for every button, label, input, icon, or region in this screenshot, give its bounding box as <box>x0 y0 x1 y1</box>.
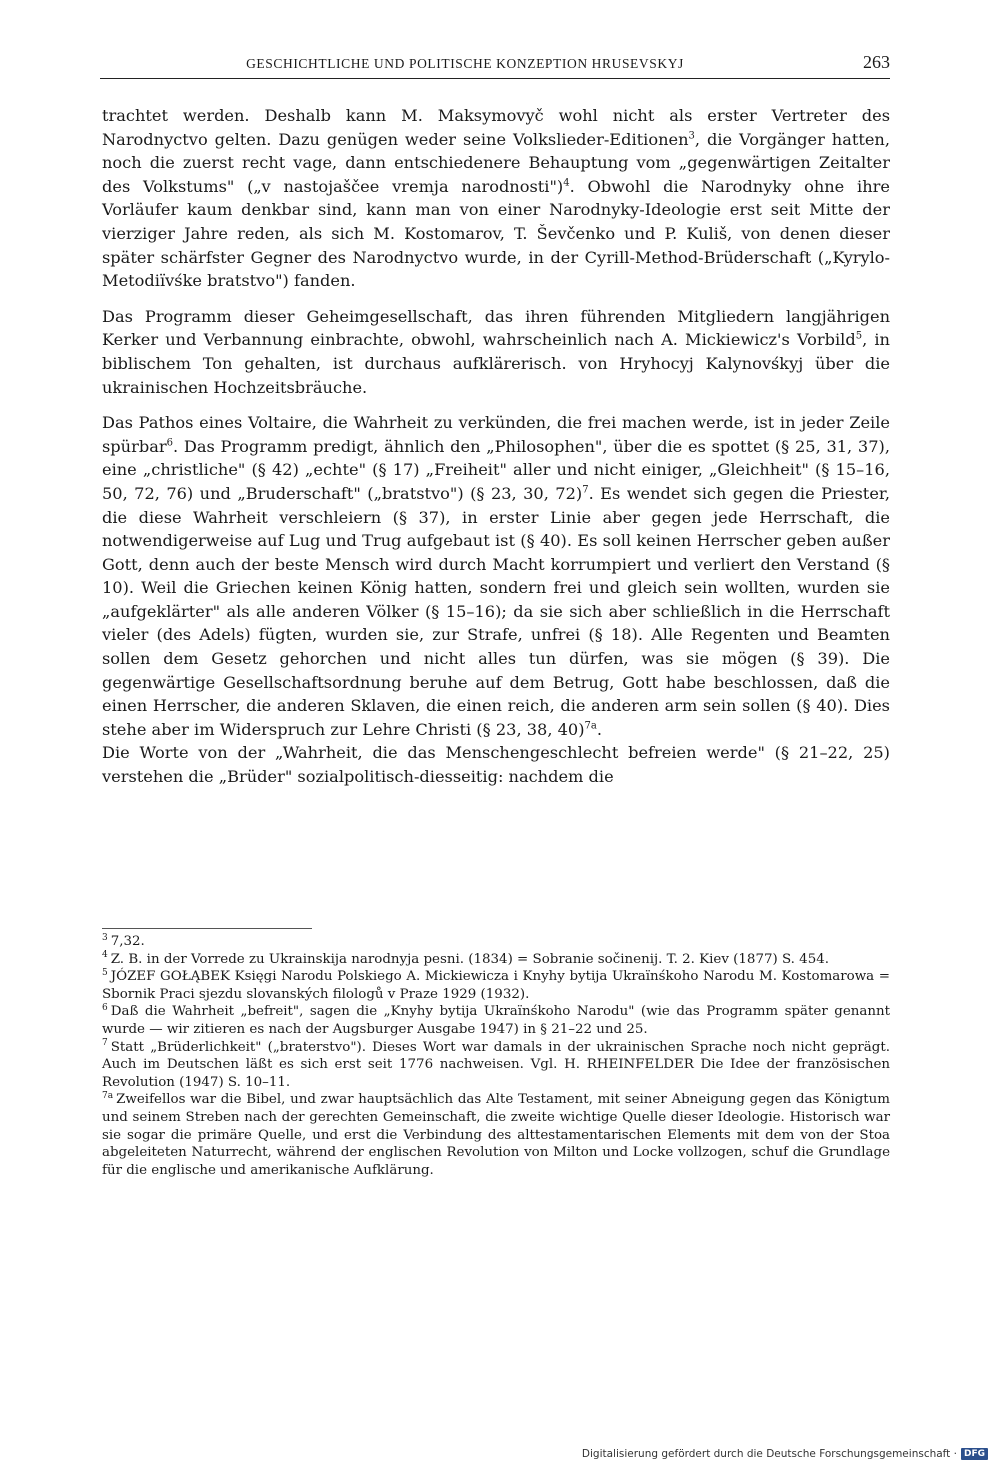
digitization-credit <box>582 1448 988 1460</box>
text-run: Das Programm dieser Geheimgesellschaft, das ihren führenden Mitgliedern langjährigen Kerker und Verbannung einbrachte, obwohl, wahrscheinlich nach A. Mickiewicz's Vorbild <box>102 306 890 350</box>
footnote-reference: 5 <box>855 330 863 342</box>
footnote <box>102 968 890 1003</box>
credit-text: Digitalisierung gefördert durch die Deutsche Forschungsgemeinschaft · <box>581 1448 957 1460</box>
footnote-mark: 3 <box>102 932 108 943</box>
footnote-text: 7,32. <box>110 934 145 949</box>
footnote-text: Daß die Wahrheit „befreit", sagen die „Knyhy bytija Ukraïnśkoho Narodu" (wie das Programm später genannt wurde — wir zitieren es nach der Augsburger Ausgabe 1947) in § 21–22 und 25. <box>102 1004 890 1037</box>
body-paragraph <box>102 104 890 293</box>
footnote <box>102 933 890 951</box>
footnote-reference: 6 <box>166 437 173 449</box>
footnote-mark: 4 <box>102 950 108 961</box>
page-number: 263 <box>863 52 890 72</box>
footnote <box>102 1091 890 1179</box>
footnote-reference: 3 <box>688 130 695 142</box>
footnote-mark: 7a <box>102 1090 114 1101</box>
footnote-text: JÓZEF GOŁĄBEK Księgi Narodu Polskiego A. Mickiewicza i Knyhy bytija Ukraïnśkoho Narodu M. Kostomarowa = Sbornik Praci sjezdu slovanských filologů v Praze 1929 (1932). <box>102 969 890 1002</box>
footnote <box>102 1003 890 1038</box>
body-paragraph <box>102 411 890 741</box>
footnote <box>102 951 890 969</box>
footnote-reference: 4 <box>563 177 570 189</box>
text-run: trachtet werden. Deshalb kann M. Maksymovyč wohl nicht als erster Vertreter des Narodnyctvo gelten. Dazu genügen weder seine Volkslieder-Editionen <box>102 106 890 149</box>
footnote-rule <box>102 928 312 929</box>
text-run: Das Pathos eines Voltaire, die Wahrheit zu verkünden, die frei machen werde, ist in jeder Zeile spürbar <box>102 413 890 456</box>
footnote-text: Z. B. in der Vorrede zu Ukrainskija narodnyja pesni. (1834) = Sobranie sočinenij. T. 2. Kiev (1877) S. 454. <box>110 951 829 967</box>
dfg-logo: DFG <box>961 1448 988 1460</box>
text-run: . Es wendet sich gegen die Priester, die diese Wahrheit verschleiern (§ 37), in erster Linie aber gegen jede Herrschaft, die notwendigerweise auf Lug und Trug aufgebaut ist (§ 40). Es soll keinen Herrscher geben außer Gott, denn auch der beste Mensch wird durch Macht korrumpiert und verliert den Verstand (§ 10). Weil die Griechen keinen König hatten, sondern frei und gleich sein wollten, wurden sie „aufgeklärter" als alle anderen Völker (§ 15–16); da sie sich aber schließlich in die Herrschaft vieler (des Adels) fügten, wurden sie, zur Strafe, unfrei (§ 18). Alle Regenten und Beamten sollen dem Gesetz gehorchen und nicht alles tun dürfen, was sie mögen (§ 39). Die gegenwärtige Gesellschaftsordnung beruhe auf dem Betrug, Gott habe beschlossen, daß die einen Herrscher, die anderen Sklaven, die einen reich, die anderen arm sein sollen (§ 40). Dies stehe aber im Widerspruch zur Lehre Christi (§ 23, 38, 40) <box>102 483 890 739</box>
text-run: . Das Programm predigt, ähnlich den „Philosophen", über die es spottet (§ 25, 31, 37), eine „christliche" (§ 42) „echte" (§ 17) „Freiheit" aller und nicht einiger, „Gleichheit" (§ 15–16, 50, 72, 76) und „Bruderschaft" („bratstvo") (§ 23, 30, 72) <box>102 436 890 503</box>
running-title: GESCHICHTLICHE UND POLITISCHE KONZEPTION HRUSEVSKYJ <box>246 56 684 71</box>
text-run: , in biblischem Ton gehalten, ist durchaus aufklärerisch. von Hryhocyj Kalynovśkyj über die ukrainischen Hochzeitsbräuche. <box>102 330 890 397</box>
footnote-mark: 6 <box>102 1002 108 1013</box>
text-run: . Obwohl die Narodnyky ohne ihre Vorläufer kaum denkbar sind, kann man von einer Narodnyky-Ideologie erst seit Mitte der vierziger Jahre reden, als sich M. Kostomarov, T. Ševčenko und P. Kuliš, von denen dieser später schärfster Gegner des Narodnyctvo wurde, in der Cyrill-Method-Brüderschaft („Kyrylo-Metodiïvśke bratstvo") fanden. <box>102 176 890 291</box>
body-paragraph <box>102 741 890 788</box>
footnote-text: Statt „Brüderlichkeit" („braterstvo"). Dieses Wort war damals in der ukrainischen Sprache noch nicht geprägt. Auch im Deutschen läßt es sich erst seit 1776 nachweisen. Vgl. H. RHEINFELDER Die Idee der französischen Revolution (1947) S. 10–11. <box>102 1039 890 1090</box>
footnotes <box>102 928 890 1179</box>
text-run: . <box>596 719 603 739</box>
footnote-reference: 7a <box>584 720 597 732</box>
text-run: , die Vorgänger hatten, noch die zuerst recht vage, dann entschiedenere Behauptung vom „gegenwärtigen Zeitalter des Volkstums" („v nastojaščee vremja narodnosti") <box>102 129 891 196</box>
running-head <box>100 52 890 79</box>
footnote-mark: 7 <box>102 1038 108 1049</box>
text-run: Die Worte von der „Wahrheit, die das Menschengeschlecht befreien werde" (§ 21–22, 25) verstehen die „Brüder" sozialpolitisch-diesseitig: nachdem die <box>102 743 890 787</box>
body-paragraph <box>102 305 890 399</box>
footnote-mark: 5 <box>102 967 108 978</box>
footnote-reference: 7 <box>582 484 589 496</box>
footnote <box>102 1039 890 1092</box>
footnote-list <box>102 928 890 1179</box>
footnote-text: Zweifellos war die Bibel, und zwar hauptsächlich das Alte Testament, mit seiner Abneigung gegen das Königtum und seinem Streben nach der gerechten Gemeinschaft, die zweite wichtige Quelle dieser Ideologie. Historisch war sie sogar die primäre Quelle, und erst die Verbindung des alttestamentarischen Elements mit dem von der Stoa abgeleiteten Naturrecht, während der englischen Revolution von Milton und Locke vollzogen, schuf die Grundlage für die englische und amerikanische Aufklärung. <box>102 1092 890 1178</box>
body-text <box>102 104 890 801</box>
